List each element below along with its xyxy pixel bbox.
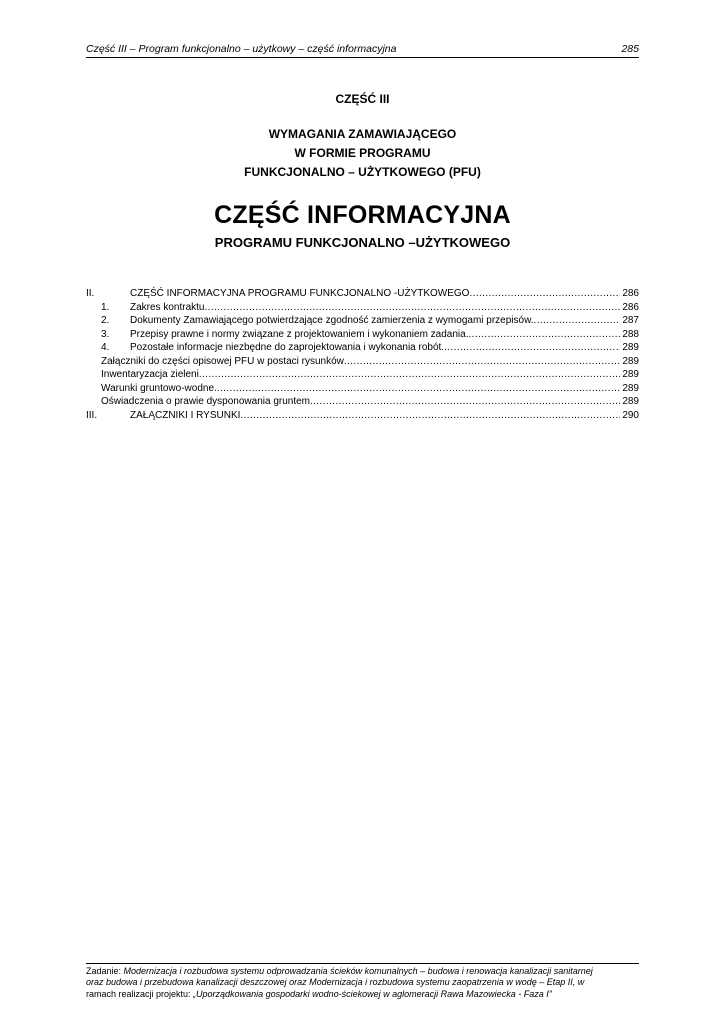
toc-leader-dots <box>469 328 621 342</box>
toc-entry[interactable] <box>86 355 639 369</box>
page-footer <box>86 963 639 1000</box>
toc-entry-number: 4. <box>101 342 110 353</box>
toc-entry-page: 289 <box>622 396 639 407</box>
toc-entry-title: Warunki gruntowo-wodne. <box>101 382 217 394</box>
toc-entry-page: 286 <box>622 288 639 299</box>
running-header <box>86 43 639 58</box>
toc-leader-dots <box>534 314 621 328</box>
running-title: Część III – Program funkcjonalno – użytkowy – część informacyjna <box>86 43 397 55</box>
requirements-line-1: WYMAGANIA ZAMAWIAJĄCEGO <box>268 127 457 141</box>
footer-text-1: Modernizacja i rozbudowa systemu odprowadzania ścieków komunalnych – budowa i renowacja kanalizacji sanitarnej <box>123 966 593 976</box>
toc-entry-title: Załączniki do części opisowej PFU w postaci rysunków <box>101 355 344 367</box>
requirements-line-3: FUNKCJONALNO – UŻYTKOWEGO (PFU) <box>244 165 481 179</box>
toc-entry-page: 289 <box>622 355 639 367</box>
toc-entry[interactable] <box>86 409 639 423</box>
footer-line-3 <box>86 989 639 1000</box>
toc-entry[interactable] <box>86 368 639 382</box>
toc-leader-dots <box>217 382 621 396</box>
toc-entry-number: 1. <box>101 301 110 313</box>
toc-entry[interactable] <box>86 328 639 342</box>
page-number: 285 <box>621 43 639 55</box>
toc-leader-dots <box>204 301 620 315</box>
toc-leader-dots <box>344 355 620 369</box>
toc-entry-title: Dokumenty Zamawiającego potwierdzające zgodność zamierzenia z wymogami przepisów. <box>130 315 534 326</box>
main-subtitle: PROGRAMU FUNKCJONALNO –UŻYTKOWEGO <box>214 235 511 250</box>
toc-entry-title: Przepisy prawne i normy związane z projektowaniem i wykonaniem zadania. <box>130 328 469 340</box>
toc-entry-page: 287 <box>622 315 639 326</box>
toc-leader-dots <box>199 368 620 382</box>
toc-entry-title: Inwentaryzacja zieleni <box>101 369 199 380</box>
toc-entry-page: 286 <box>622 301 639 313</box>
toc-entry-title: ZAŁĄCZNIKI I RYSUNKI <box>130 409 241 421</box>
toc-entry[interactable] <box>86 382 639 396</box>
toc-entry[interactable] <box>86 395 639 409</box>
toc-entry[interactable] <box>86 341 639 355</box>
requirements-line-2: W FORMIE PROGRAMU <box>294 146 431 160</box>
toc-entry-title: Pozostałe informacje niezbędne do zaprojektowania i wykonania robót. <box>130 342 445 353</box>
footer-line-2: oraz budowa i przebudowa kanalizacji deszczowej oraz Modernizacja i rozbudowa systemu zaopatrzenia w wodę – Etap II, w <box>86 977 585 988</box>
toc-entry-number: 3. <box>101 328 110 340</box>
table-of-contents <box>86 287 639 422</box>
footer-text-3-plain: ramach realizacji projektu: <box>86 988 194 999</box>
toc-entry-page: 288 <box>622 328 639 340</box>
toc-entry-page: 290 <box>622 409 639 421</box>
toc-entry-number: II. <box>86 288 95 299</box>
footer-text-3-italic: „Uporządkowania gospodarki wodno-ściekowej w aglomeracji Rawa Mazowiecka - Faza I” <box>193 988 552 999</box>
toc-leader-dots <box>310 395 620 409</box>
toc-entry-page: 289 <box>622 342 639 353</box>
requirements-heading <box>86 125 639 182</box>
toc-leader-dots <box>240 409 620 423</box>
footer-line-1 <box>86 966 639 977</box>
toc-entry-page: 289 <box>622 382 639 394</box>
toc-entry[interactable] <box>86 314 639 328</box>
toc-entry-title: Zakres kontraktu <box>130 301 205 313</box>
toc-leader-dots <box>469 287 620 301</box>
toc-entry-number: III. <box>86 409 98 421</box>
part-heading: CZĘŚĆ III <box>335 92 390 106</box>
toc-entry[interactable] <box>86 301 639 315</box>
footer-label: Zadanie: <box>86 966 124 976</box>
main-title: CZĘŚĆ INFORMACYJNA <box>214 201 511 229</box>
toc-entry-title: Oświadczenia o prawie dysponowania gruntem <box>101 396 311 407</box>
toc-leader-dots <box>444 341 620 355</box>
toc-entry-title: CZĘŚĆ INFORMACYJNA PROGRAMU FUNKCJONALNO -UŻYTKOWEGO <box>130 288 470 299</box>
toc-entry-page: 289 <box>622 369 639 380</box>
toc-entry-number: 2. <box>101 315 110 326</box>
toc-entry[interactable] <box>86 287 639 301</box>
